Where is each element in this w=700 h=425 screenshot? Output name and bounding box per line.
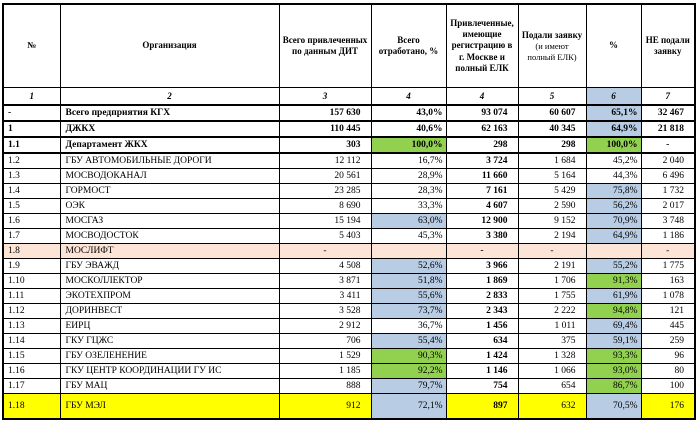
- total-attracted-cell: 1 529: [279, 349, 371, 364]
- applied-pct-cell: 56,2%: [586, 199, 641, 214]
- applied-cell: 60 607: [518, 105, 586, 121]
- applied-pct-cell: 70,9%: [586, 214, 641, 229]
- row-num-cell: 1.11: [3, 289, 60, 304]
- applied-pct-cell: 45,2%: [586, 153, 641, 169]
- elk-registered-cell: 1 146: [446, 364, 518, 379]
- worked-pct-cell: 52,6%: [371, 259, 446, 274]
- applied-pct-cell: 44,3%: [586, 169, 641, 184]
- table-row: [3, 244, 695, 259]
- table-row: [3, 394, 695, 420]
- not-applied-cell: 80: [641, 364, 695, 379]
- not-applied-cell: 259: [641, 334, 695, 349]
- applied-cell: 1 755: [518, 289, 586, 304]
- total-attracted-cell: 2 912: [279, 319, 371, 334]
- org-name-cell: МОСКОЛЛЕКТОР: [60, 274, 279, 289]
- org-name-cell: Всего предприятия КГХ: [60, 105, 279, 121]
- total-attracted-cell: 3 528: [279, 304, 371, 319]
- total-attracted-cell: 5 403: [279, 229, 371, 244]
- row-num-cell: -: [3, 105, 60, 121]
- elk-registered-cell: 754: [446, 379, 518, 394]
- worked-pct-cell: 43,0%: [371, 105, 446, 121]
- elk-registered-cell: 93 074: [446, 105, 518, 121]
- applied-cell: 298: [518, 137, 586, 153]
- total-attracted-cell: 23 285: [279, 184, 371, 199]
- applied-pct-cell: 100,0%: [586, 137, 641, 153]
- total-attracted-cell: 8 690: [279, 199, 371, 214]
- row-num-cell: 1.13: [3, 319, 60, 334]
- table-row: [3, 105, 695, 121]
- table-row: [3, 214, 695, 229]
- worked-pct-cell: 72,1%: [371, 394, 446, 420]
- total-attracted-cell: 4 508: [279, 259, 371, 274]
- row-num-cell: 1.14: [3, 334, 60, 349]
- applied-cell: -: [518, 244, 586, 259]
- table-row: [3, 121, 695, 137]
- total-attracted-cell: 3 411: [279, 289, 371, 304]
- not-applied-cell: 1 732: [641, 184, 695, 199]
- row-num-cell: 1.12: [3, 304, 60, 319]
- worked-pct-cell: 73,7%: [371, 304, 446, 319]
- table-header: [3, 4, 695, 105]
- applied-pct-cell: 69,4%: [586, 319, 641, 334]
- worked-pct-cell: 55,4%: [371, 334, 446, 349]
- not-applied-cell: 1 775: [641, 259, 695, 274]
- worked-pct-cell: 79,7%: [371, 379, 446, 394]
- applied-pct-cell: 70,5%: [586, 394, 641, 420]
- org-name-cell: ДОРИНВЕСТ: [60, 304, 279, 319]
- applied-pct-cell: 86,7%: [586, 379, 641, 394]
- total-attracted-cell: 3 871: [279, 274, 371, 289]
- total-attracted-cell: 157 630: [279, 105, 371, 121]
- spreadsheet-table: [2, 3, 696, 420]
- org-name-cell: ГБУ ОЗЕЛЕНЕНИЕ: [60, 349, 279, 364]
- org-name-cell: ЕИРЦ: [60, 319, 279, 334]
- applied-cell: 632: [518, 394, 586, 420]
- worked-pct-cell: 33,3%: [371, 199, 446, 214]
- header-col-applied: [518, 4, 586, 88]
- row-num-cell: 1.8: [3, 244, 60, 259]
- total-attracted-cell: -: [279, 244, 371, 259]
- worked-pct-cell: 92,2%: [371, 364, 446, 379]
- elk-registered-cell: 12 900: [446, 214, 518, 229]
- elk-registered-cell: 298: [446, 137, 518, 153]
- row-num-cell: 1.15: [3, 349, 60, 364]
- not-applied-cell: 2 017: [641, 199, 695, 214]
- applied-pct-cell: 91,3%: [586, 274, 641, 289]
- not-applied-cell: 2 040: [641, 153, 695, 169]
- applied-pct-cell: 93,3%: [586, 349, 641, 364]
- worked-pct-cell: 36,7%: [371, 319, 446, 334]
- not-applied-cell: 100: [641, 379, 695, 394]
- table-row: [3, 319, 695, 334]
- worked-pct-cell: 16,7%: [371, 153, 446, 169]
- colnum-7: 7: [641, 88, 695, 106]
- header-col-organization: Организация: [60, 4, 279, 88]
- total-attracted-cell: 706: [279, 334, 371, 349]
- not-applied-cell: 1 078: [641, 289, 695, 304]
- applied-cell: 40 345: [518, 121, 586, 137]
- applied-cell: 1 011: [518, 319, 586, 334]
- applied-cell: 1 684: [518, 153, 586, 169]
- org-name-cell: МОСГАЗ: [60, 214, 279, 229]
- applied-pct-cell: 93,0%: [586, 364, 641, 379]
- org-name-cell: ГБУ МАЦ: [60, 379, 279, 394]
- not-applied-cell: 121: [641, 304, 695, 319]
- table-row: [3, 199, 695, 214]
- not-applied-cell: 32 467: [641, 105, 695, 121]
- org-name-cell: ГОРМОСТ: [60, 184, 279, 199]
- elk-registered-cell: 7 161: [446, 184, 518, 199]
- not-applied-cell: -: [641, 244, 695, 259]
- row-num-cell: 1: [3, 121, 60, 137]
- total-attracted-cell: 888: [279, 379, 371, 394]
- row-num-cell: 1.10: [3, 274, 60, 289]
- applied-pct-cell: [586, 244, 641, 259]
- total-attracted-cell: 110 445: [279, 121, 371, 137]
- org-name-cell: ЭКОТЕХПРОМ: [60, 289, 279, 304]
- worked-pct-cell: 100,0%: [371, 137, 446, 153]
- colnum-5: 5: [518, 88, 586, 106]
- org-name-cell: ОЭК: [60, 199, 279, 214]
- applied-cell: 1 328: [518, 349, 586, 364]
- header-col-worked-pct: Всего отработано, %: [371, 4, 446, 88]
- header-row: [3, 4, 695, 88]
- org-name-cell: ГБУ АВТОМОБИЛЬНЫЕ ДОРОГИ: [60, 153, 279, 169]
- elk-registered-cell: 62 163: [446, 121, 518, 137]
- elk-registered-cell: -: [446, 244, 518, 259]
- table-row: [3, 379, 695, 394]
- elk-registered-cell: 3 380: [446, 229, 518, 244]
- row-num-cell: 1.2: [3, 153, 60, 169]
- row-num-cell: 1.9: [3, 259, 60, 274]
- row-num-cell: 1.7: [3, 229, 60, 244]
- total-attracted-cell: 12 112: [279, 153, 371, 169]
- org-name-cell: ДЖКХ: [60, 121, 279, 137]
- applied-cell: 2 194: [518, 229, 586, 244]
- table-row: [3, 289, 695, 304]
- org-name-cell: МОСВОДОКАНАЛ: [60, 169, 279, 184]
- applied-cell: 1 706: [518, 274, 586, 289]
- not-applied-cell: 163: [641, 274, 695, 289]
- not-applied-cell: 176: [641, 394, 695, 420]
- table-row: [3, 229, 695, 244]
- row-num-cell: 1.3: [3, 169, 60, 184]
- table-row: [3, 364, 695, 379]
- applied-cell: 654: [518, 379, 586, 394]
- table-body: [3, 105, 695, 419]
- org-name-cell: МОСЛИФТ: [60, 244, 279, 259]
- worked-pct-cell: 51,8%: [371, 274, 446, 289]
- not-applied-cell: 96: [641, 349, 695, 364]
- worked-pct-cell: 63,0%: [371, 214, 446, 229]
- worked-pct-cell: 28,3%: [371, 184, 446, 199]
- applied-pct-cell: 64,9%: [586, 229, 641, 244]
- applied-pct-cell: 65,1%: [586, 105, 641, 121]
- not-applied-cell: -: [641, 137, 695, 153]
- elk-registered-cell: 11 660: [446, 169, 518, 184]
- elk-registered-cell: 2 833: [446, 289, 518, 304]
- colnum-2: 2: [60, 88, 279, 106]
- table-row: [3, 334, 695, 349]
- header-applied-main: Подали заявку: [521, 30, 583, 41]
- elk-registered-cell: 4 607: [446, 199, 518, 214]
- row-num-cell: 1.4: [3, 184, 60, 199]
- elk-registered-cell: 2 343: [446, 304, 518, 319]
- elk-registered-cell: 634: [446, 334, 518, 349]
- worked-pct-cell: 90,3%: [371, 349, 446, 364]
- colnum-3: 3: [279, 88, 371, 106]
- table-row: [3, 304, 695, 319]
- not-applied-cell: 6 496: [641, 169, 695, 184]
- worked-pct-cell: 45,3%: [371, 229, 446, 244]
- elk-registered-cell: 1 424: [446, 349, 518, 364]
- table-row: [3, 137, 695, 153]
- header-applied-sub: (и имеют полный ЕЛК): [527, 41, 577, 62]
- table-row: [3, 349, 695, 364]
- applied-pct-cell: 75,8%: [586, 184, 641, 199]
- table-row: [3, 274, 695, 289]
- not-applied-cell: 445: [641, 319, 695, 334]
- not-applied-cell: 3 748: [641, 214, 695, 229]
- table-row: [3, 169, 695, 184]
- org-name-cell: ГБУ МЭЛ: [60, 394, 279, 420]
- total-attracted-cell: 20 561: [279, 169, 371, 184]
- elk-registered-cell: 897: [446, 394, 518, 420]
- org-name-cell: Департамент ЖКХ: [60, 137, 279, 153]
- header-col-not-applied: НЕ подали заявку: [641, 4, 695, 88]
- table-row: [3, 184, 695, 199]
- colnum-4: 4: [371, 88, 446, 106]
- elk-registered-cell: 3 966: [446, 259, 518, 274]
- applied-pct-cell: 64,9%: [586, 121, 641, 137]
- applied-pct-cell: 94,8%: [586, 304, 641, 319]
- row-num-cell: 1.17: [3, 379, 60, 394]
- colnum-4b: 4: [446, 88, 518, 106]
- row-num-cell: 1.6: [3, 214, 60, 229]
- total-attracted-cell: 912: [279, 394, 371, 420]
- not-applied-cell: 21 818: [641, 121, 695, 137]
- worked-pct-cell: 40,6%: [371, 121, 446, 137]
- applied-cell: 9 152: [518, 214, 586, 229]
- header-col-total-attracted: Всего привлеченных по данным ДИТ: [279, 4, 371, 88]
- table-row: [3, 259, 695, 274]
- applied-cell: 2 191: [518, 259, 586, 274]
- applied-cell: 2 222: [518, 304, 586, 319]
- header-col-pct: %: [586, 4, 641, 88]
- applied-cell: 2 590: [518, 199, 586, 214]
- worked-pct-cell: 55,6%: [371, 289, 446, 304]
- header-col-number: №: [3, 4, 60, 88]
- colnum-6: 6: [586, 88, 641, 106]
- row-num-cell: 1.16: [3, 364, 60, 379]
- applied-cell: 1 066: [518, 364, 586, 379]
- applied-pct-cell: 59,1%: [586, 334, 641, 349]
- colnum-1: 1: [3, 88, 60, 106]
- org-name-cell: ГКУ ГЦЖС: [60, 334, 279, 349]
- row-num-cell: 1.18: [3, 394, 60, 420]
- header-col-elk-registered: Привлеченные, имеющие регистрацию в г. Москве и полный ЕЛК: [446, 4, 518, 88]
- applied-pct-cell: 55,2%: [586, 259, 641, 274]
- row-num-cell: 1.1: [3, 137, 60, 153]
- worked-pct-cell: [371, 244, 446, 259]
- org-name-cell: ГБУ ЭВАЖД: [60, 259, 279, 274]
- elk-registered-cell: 3 724: [446, 153, 518, 169]
- elk-registered-cell: 1 456: [446, 319, 518, 334]
- column-numbering-row: [3, 88, 695, 106]
- applied-cell: 5 164: [518, 169, 586, 184]
- total-attracted-cell: 1 185: [279, 364, 371, 379]
- org-name-cell: ГКУ ЦЕНТР КООРДИНАЦИИ ГУ ИС: [60, 364, 279, 379]
- applied-cell: 5 429: [518, 184, 586, 199]
- row-num-cell: 1.5: [3, 199, 60, 214]
- total-attracted-cell: 303: [279, 137, 371, 153]
- applied-pct-cell: 61,9%: [586, 289, 641, 304]
- table-row: [3, 153, 695, 169]
- not-applied-cell: 1 186: [641, 229, 695, 244]
- org-name-cell: МОСВОДОСТОК: [60, 229, 279, 244]
- worked-pct-cell: 28,9%: [371, 169, 446, 184]
- elk-registered-cell: 1 869: [446, 274, 518, 289]
- applied-cell: 375: [518, 334, 586, 349]
- total-attracted-cell: 15 194: [279, 214, 371, 229]
